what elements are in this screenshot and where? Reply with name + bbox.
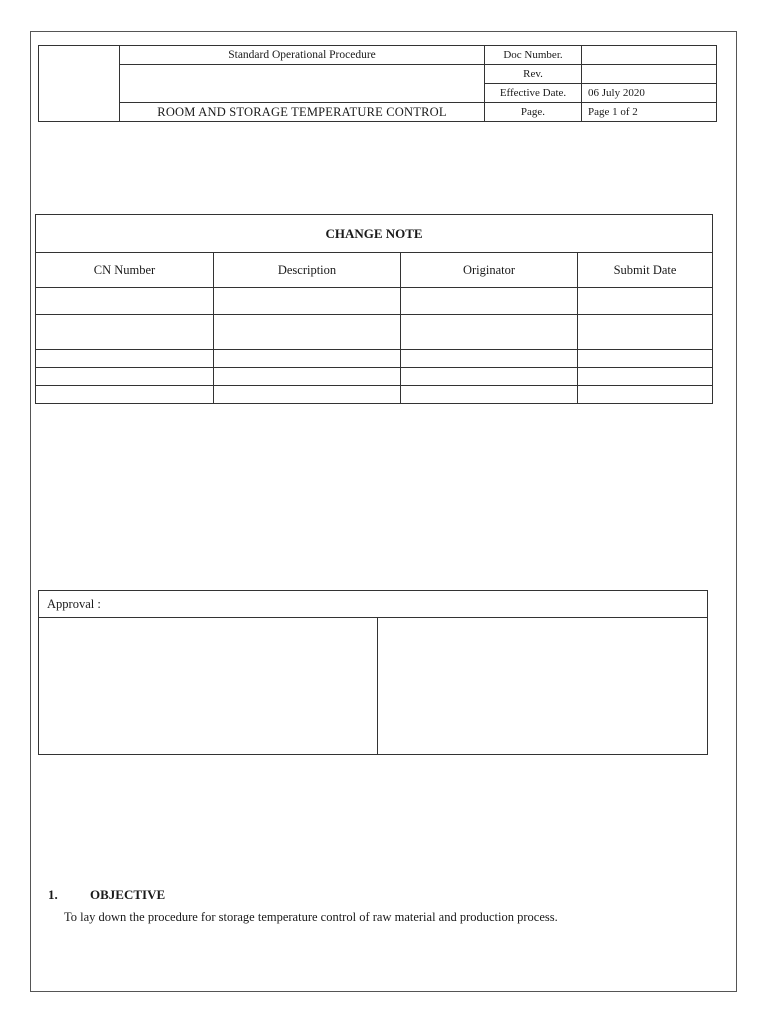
document-header-table: [38, 45, 717, 122]
change-note-title: CHANGE NOTE: [36, 215, 713, 253]
objective-heading: [48, 887, 165, 903]
logo-cell: [39, 46, 120, 122]
page-label: Page.: [485, 103, 582, 122]
approval-signature-box-left: [39, 618, 378, 755]
doc-number-label: Doc Number.: [485, 46, 582, 65]
table-cell: [401, 350, 578, 368]
table-cell: [578, 386, 713, 404]
column-header-originator: Originator: [401, 253, 578, 288]
sop-label: Standard Operational Procedure: [120, 46, 485, 65]
section-number: 1.: [48, 887, 58, 902]
table-cell: [578, 368, 713, 386]
table-cell: [401, 386, 578, 404]
page-frame: [30, 31, 737, 992]
document-title: ROOM AND STORAGE TEMPERATURE CONTROL: [120, 103, 485, 122]
column-header-cn-number: CN Number: [36, 253, 214, 288]
approval-label: Approval :: [39, 591, 708, 618]
change-note-table: [35, 214, 713, 404]
table-cell: [36, 386, 214, 404]
table-cell: [214, 368, 401, 386]
effective-date-value: 06 July 2020: [582, 84, 717, 103]
table-cell: [401, 288, 578, 315]
page-value: Page 1 of 2: [582, 103, 717, 122]
table-cell: [401, 368, 578, 386]
table-cell: [214, 350, 401, 368]
table-row: [36, 288, 713, 315]
table-cell: [36, 315, 214, 350]
table-row: [36, 368, 713, 386]
effective-date-label: Effective Date.: [485, 84, 582, 103]
column-header-submit-date: Submit Date: [578, 253, 713, 288]
table-cell: [578, 315, 713, 350]
table-cell: [578, 350, 713, 368]
doc-number-value: [582, 46, 717, 65]
rev-value: [582, 65, 717, 84]
column-header-description: Description: [214, 253, 401, 288]
table-row: [36, 386, 713, 404]
table-cell: [36, 288, 214, 315]
approval-table: [38, 590, 708, 755]
table-row: [36, 350, 713, 368]
table-cell: [214, 288, 401, 315]
table-cell: [36, 368, 214, 386]
objective-text: To lay down the procedure for storage temperature control of raw material and production process.: [64, 910, 558, 924]
table-cell: [578, 288, 713, 315]
section-title: OBJECTIVE: [90, 887, 166, 902]
approval-signature-box-right: [378, 618, 708, 755]
table-cell: [214, 386, 401, 404]
table-row: [36, 315, 713, 350]
header-blank-cell: [120, 65, 485, 103]
table-cell: [214, 315, 401, 350]
table-cell: [36, 350, 214, 368]
table-cell: [401, 315, 578, 350]
rev-label: Rev.: [485, 65, 582, 84]
